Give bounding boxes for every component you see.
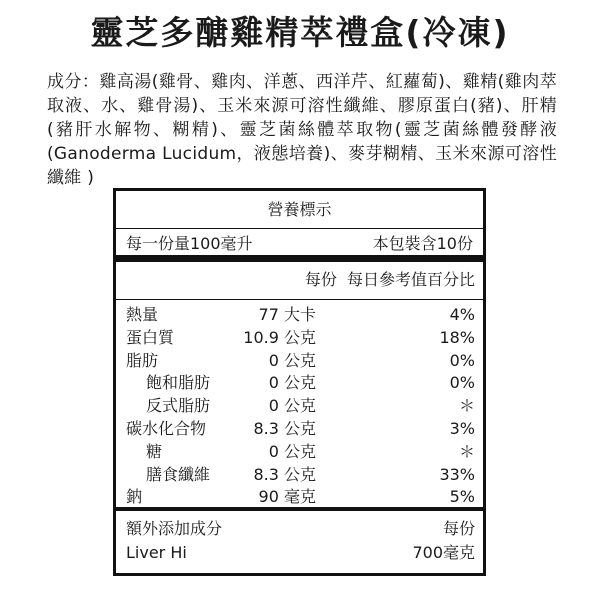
nutrient-daily-value: ＊ bbox=[458, 396, 475, 416]
nutrient-row bbox=[116, 395, 483, 418]
nutrient-amount: 10.9 公克 bbox=[243, 327, 316, 347]
nutrient-row bbox=[116, 327, 483, 350]
nutrition-header: 營養標示 bbox=[116, 191, 483, 229]
nutrient-row bbox=[116, 418, 483, 441]
nutrient-daily-value: 5% bbox=[449, 487, 475, 507]
nutrient-amount: 0 公克 bbox=[268, 350, 316, 370]
nutrient-name: 脂肪 bbox=[126, 350, 159, 370]
nutrition-facts-panel bbox=[113, 188, 486, 576]
ingredients-text: 成分：雞高湯(雞骨、雞肉、洋蔥、西洋芹、紅蘿蔔)、雞精(雞肉萃取液、水、雞骨湯)、玉米來源可溶性纖維、膠原蛋白(豬)、肝精(豬肝水解物、糊精)、靈芝菌絲體萃取物(靈芝菌絲體發酵液(Ganoderma Lucidum，液態培養)、麥芽糊精、玉米來源可溶性纖維 ) bbox=[47, 72, 557, 188]
nutrient-daily-value: 33% bbox=[439, 464, 475, 484]
nutrient-row bbox=[116, 486, 483, 509]
nutrient-name: 蛋白質 bbox=[126, 327, 175, 347]
page-title: 靈芝多醣雞精萃禮盒(冷凍) bbox=[90, 13, 510, 52]
nutrient-row bbox=[116, 350, 483, 373]
nutrient-amount: 77 大卡 bbox=[258, 305, 316, 324]
extra-per-serving: 每份 bbox=[442, 519, 475, 538]
column-header-text: 每份 每日參考值百分比 bbox=[304, 270, 475, 289]
nutrient-amount: 90 毫克 bbox=[258, 487, 316, 507]
column-header bbox=[116, 262, 483, 300]
nutrient-row bbox=[116, 372, 483, 395]
nutrient-amount: 0 公克 bbox=[268, 373, 316, 393]
nutrient-daily-value: 4% bbox=[449, 305, 475, 324]
nutrient-row bbox=[116, 464, 483, 487]
servings-per-package: 本包裝含10份 bbox=[372, 234, 473, 253]
nutrient-daily-value: 0% bbox=[449, 350, 475, 370]
nutrient-daily-value: ＊ bbox=[458, 441, 475, 461]
nutrient-list bbox=[116, 300, 483, 511]
extra-label: 額外添加成分 bbox=[126, 519, 223, 538]
nutrient-daily-value: 0% bbox=[449, 373, 475, 393]
nutrient-name: 碳水化合物 bbox=[126, 418, 207, 438]
nutrient-daily-value: 18% bbox=[439, 327, 475, 347]
serving-info bbox=[116, 229, 483, 262]
nutrient-name: 反式脂肪 bbox=[146, 396, 211, 416]
extra-ingredients bbox=[116, 511, 483, 565]
nutrient-daily-value: 3% bbox=[449, 418, 475, 438]
nutrient-amount: 0 公克 bbox=[268, 396, 316, 416]
nutrient-amount: 8.3 公克 bbox=[253, 464, 316, 484]
nutrient-row bbox=[116, 304, 483, 327]
nutrient-amount: 8.3 公克 bbox=[253, 418, 316, 438]
nutrient-name: 膳食纖維 bbox=[146, 464, 211, 484]
nutrient-name: 飽和脂肪 bbox=[146, 373, 211, 393]
nutrient-row bbox=[116, 441, 483, 464]
nutrient-amount: 0 公克 bbox=[268, 441, 316, 461]
extra-item-amount: 700毫克 bbox=[412, 543, 475, 562]
nutrient-name: 熱量 bbox=[126, 305, 159, 324]
nutrient-name: 糖 bbox=[146, 441, 163, 461]
extra-item-name: Liver Hi bbox=[126, 543, 187, 562]
nutrient-name: 鈉 bbox=[126, 487, 143, 507]
serving-size: 每一份量100毫升 bbox=[126, 234, 253, 253]
